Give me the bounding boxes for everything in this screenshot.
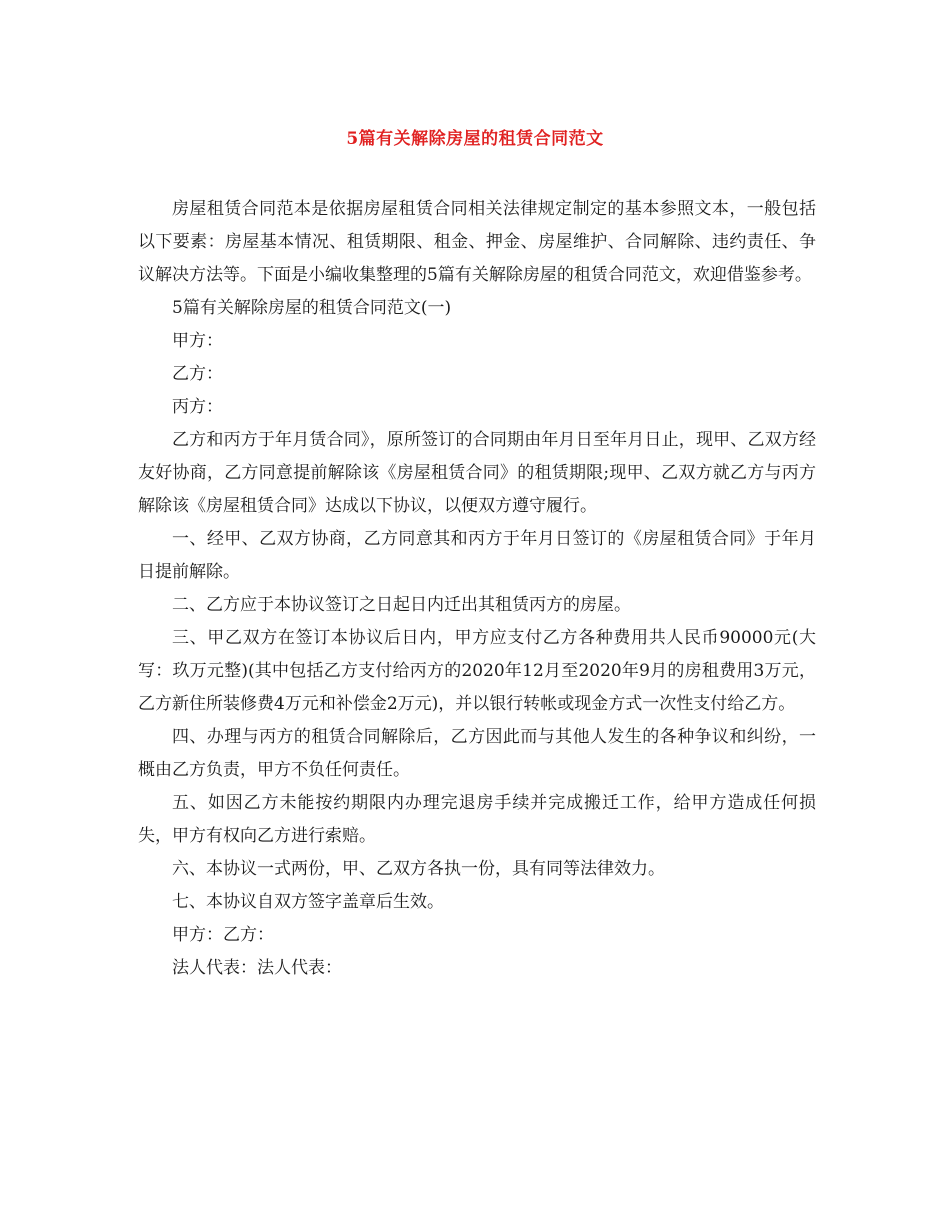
document-title: 5篇有关解除房屋的租赁合同范文 [346,129,604,149]
clause-7: 七、本协议自双方签字盖章后生效。 [172,892,444,912]
clause-3: 三、甲乙双方在签订本协议后日内，甲方应支付乙方各种费用共人民币90000元(大写：玖万元整)(其中包括乙方支付给丙方的2020年12月至2020年9月的房租费用3万元，乙方新住所装修费4万元和补偿金2万元)，并以银行转帐或现金方式一次性支付给乙方。 [138,628,816,714]
clause-4: 四、办理与丙方的租赁合同解除后，乙方因此而与其他人发生的各种争议和纠纷，一概由乙方负责，甲方不负任何责任。 [138,727,816,780]
document-body [138,193,816,985]
intro-paragraph: 房屋租赁合同范本是依据房屋租赁合同相关法律规定制定的基本参照文本，一般包括以下要素：房屋基本情况、租赁期限、租金、押金、房屋维护、合同解除、违约责任、争议解决方法等。下面是小编收集整理的5篇有关解除房屋的租赁合同范文，欢迎借鉴参考。 [138,199,816,285]
preamble-paragraph: 乙方和丙方于年月赁合同》，原所签订的合同期由年月日至年月日止，现甲、乙双方经友好协商，乙方同意提前解除该《房屋租赁合同》的租赁期限;现甲、乙双方就乙方与丙方解除该《房屋租赁合同》达成以下协议，以便双方遵守履行。 [138,430,816,516]
clause-1: 一、经甲、乙双方协商，乙方同意其和丙方于年月日签订的《房屋租赁合同》于年月日提前解除。 [138,529,816,582]
clause-6: 六、本协议一式两份，甲、乙双方各执一份，具有同等法律效力。 [172,859,665,879]
party-a-line: 甲方： [172,331,223,351]
party-b-line: 乙方： [172,364,223,384]
clause-2: 二、乙方应于本协议签订之日起日内迁出其租赁丙方的房屋。 [172,595,631,615]
clause-5: 五、如因乙方未能按约期限内办理完退房手续并完成搬迁工作，给甲方造成任何损失，甲方有权向乙方进行索赔。 [138,793,816,846]
section-heading: 5篇有关解除房屋的租赁合同范文(一) [172,298,452,318]
legal-representative-line: 法人代表：法人代表： [172,958,342,978]
signature-parties-line: 甲方：乙方： [172,925,274,945]
party-c-line: 丙方： [172,397,223,417]
